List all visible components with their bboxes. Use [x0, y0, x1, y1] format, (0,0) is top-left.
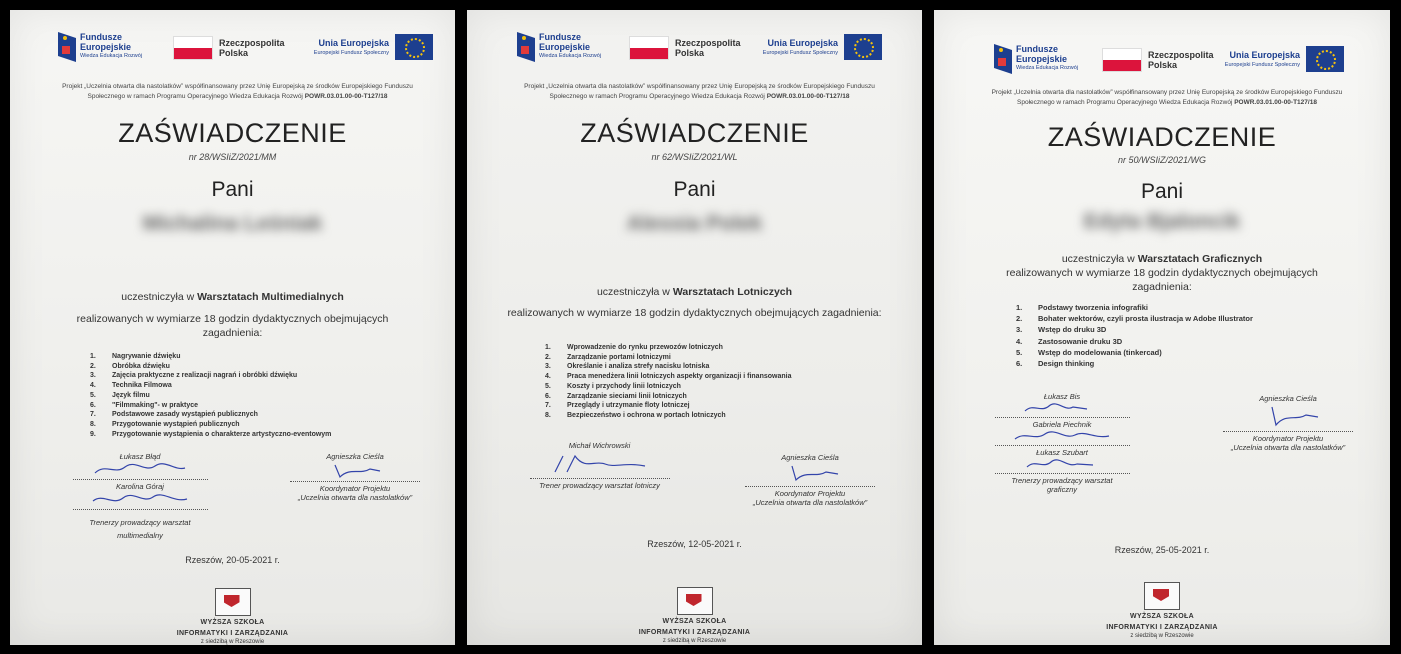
fe-line1: Fundusze	[1016, 44, 1058, 54]
school-line1: WYŻSZA SZKOŁA	[662, 618, 727, 625]
school-line3: z siedzibą w Rzeszowie	[662, 638, 727, 644]
participation-line	[954, 253, 1370, 265]
project-line1: Projekt „Uczelnia otwarta dla nastolatków” współfinansowany przez Unię Europejską ze środków Europejskiego Funduszu	[991, 89, 1343, 96]
fundusze-europejskie-logo	[994, 44, 1078, 74]
ue-sub: Europejski Fundusz Społeczny	[313, 49, 389, 56]
ue-line1: Unia Europejska	[1229, 49, 1300, 60]
signature-scribble	[1248, 403, 1328, 429]
salutation: Pani	[673, 178, 716, 201]
list-item: 2. Bohater wektorów, czyli prosta ilustracja w Adobe Illustrator	[1016, 314, 1253, 324]
list-item: 7. Podstawowe zasady wystąpień publicznych	[90, 411, 258, 419]
polish-flag-icon	[629, 36, 669, 60]
signer-name: Karolina Góraj	[116, 482, 164, 491]
school-crest-icon	[215, 588, 251, 616]
recipient-name: Edyta Bjaloncik	[1083, 210, 1241, 233]
signature-scribble	[770, 462, 850, 484]
fe-line1: Fundusze	[80, 32, 122, 42]
ue-sub: Europejski Fundusz Społeczny	[1224, 61, 1300, 68]
fe-line1: Fundusze	[539, 32, 581, 42]
pl-line1: Rzeczpospolita	[1148, 50, 1214, 60]
fe-star-icon	[517, 32, 535, 62]
signer-role: Trener prowadzący warsztat lotniczy	[539, 481, 660, 490]
trainers-signature-block	[992, 392, 1132, 494]
signer-role: „Uczelnia otwarta dla nastolatków”	[752, 498, 868, 507]
trainer-signature-block	[517, 441, 682, 490]
project-line1: Projekt „Uczelnia otwarta dla nastolatków” współfinansowany przez Unię Europejską ze środków Europejskiego Funduszu	[62, 83, 413, 90]
participated-text: uczestniczyła w	[1061, 253, 1135, 265]
participated-text: uczestniczyła w	[121, 291, 195, 303]
pl-line2: Polska	[219, 48, 249, 58]
polish-flag-icon	[1102, 48, 1142, 72]
signer-name: Gabriela Piechnik	[1032, 420, 1092, 429]
ue-line1: Unia Europejska	[767, 37, 838, 48]
workshop-name: Warsztatach Lotniczych	[672, 286, 793, 298]
fe-sub: Wiedza Edukacja Rozwój	[80, 53, 143, 59]
participation-line	[487, 286, 902, 298]
list-item: 3. Określanie i analiza strefy nacisku lotniska	[545, 363, 710, 371]
school-logo	[10, 588, 455, 645]
certificate-title: ZAŚWIADCZENIE	[1047, 122, 1277, 152]
certificate-title: ZAŚWIADCZENIE	[580, 118, 809, 148]
certificate-number: nr 50/WSIiZ/2021/WG	[1117, 155, 1207, 165]
signer-name: Michał Wichrowski	[568, 441, 631, 450]
certificate-number: nr 62/WSIiZ/2021/WL	[651, 152, 738, 162]
rzeczpospolita-logo	[629, 36, 741, 60]
fe-line2: Europejskie	[1016, 54, 1068, 64]
project-line2: Społecznego w ramach Programu Operacyjnego Wiedza Edukacja Rozwój	[87, 93, 303, 100]
fe-sub: Wiedza Edukacja Rozwój	[539, 53, 602, 59]
issue-date: Rzeszów, 12-05-2021 r.	[647, 539, 742, 549]
school-line2: INFORMATYKI I ZARZĄDZANIA	[176, 630, 289, 637]
school-crest-icon	[1144, 582, 1180, 610]
list-item: 4. Zastosowanie druku 3D	[1016, 336, 1123, 346]
project-line1: Projekt „Uczelnia otwarta dla nastolatków” współfinansowany przez Unię Europejską ze środków Europejskiego Funduszu	[524, 83, 875, 90]
signer-role: Trenerzy prowadzący warsztat	[1011, 476, 1113, 485]
workshop-name: Warsztatach Multimedialnych	[197, 291, 344, 303]
rzeczpospolita-logo	[173, 36, 285, 60]
signer-name: Agnieszka Cieśla	[1259, 394, 1317, 403]
signature-scribble	[85, 461, 195, 477]
recipient-name: Michalina Leśniak	[142, 212, 323, 235]
unia-europejska-logo	[1225, 46, 1344, 72]
school-line1: WYŻSZA SZKOŁA	[1130, 613, 1194, 620]
participated-text: uczestniczyła w	[596, 286, 670, 298]
project-code: POWR.03.01.00-00-T127/18	[766, 93, 850, 100]
logo-bar	[10, 28, 455, 68]
logo-bar	[467, 28, 922, 68]
fe-line2: Europejskie	[80, 42, 132, 52]
salutation: Pani	[211, 178, 254, 201]
ue-line1: Unia Europejska	[318, 37, 389, 48]
coordinator-signature-block	[735, 453, 885, 507]
eu-flag-icon	[844, 34, 882, 60]
signer-name: Agnieszka Cieśla	[326, 452, 384, 461]
certificate-multimedia	[10, 10, 455, 645]
list-item: 1. Wprowadzenie do rynku przewozów lotniczych	[545, 344, 723, 351]
certificate-graphics	[934, 10, 1390, 645]
list-item: 4. Praca menedżera linii lotniczych aspekty organizacji i finansowania	[545, 373, 792, 381]
workshop-name: Warsztatach Graficznych	[1137, 253, 1263, 265]
pl-line1: Rzeczpospolita	[675, 38, 741, 48]
coordinator-signature-block	[1210, 394, 1366, 452]
signature-scribble	[1017, 401, 1107, 415]
trainers-signature-block	[65, 452, 215, 540]
fe-sub: Wiedza Edukacja Rozwój	[1016, 65, 1079, 71]
fe-star-icon	[994, 44, 1012, 74]
signer-role: „Uczelnia otwarta dla nastolatków”	[1230, 443, 1346, 452]
school-crest-icon	[677, 587, 713, 615]
unia-europejska-logo	[314, 34, 433, 60]
signer-role: Koordynator Projektu	[319, 484, 391, 493]
pl-line1: Rzeczpospolita	[219, 38, 285, 48]
signature-scribble	[315, 461, 395, 479]
school-line2: INFORMATYKI I ZARZĄDZANIA	[638, 629, 751, 636]
project-code: POWR.03.01.00-00-T127/18	[304, 93, 388, 100]
pl-line2: Polska	[1148, 60, 1178, 70]
realization-text: realizowanych w wymiarze 18 godzin dydaktycznych obejmujących zagadnienia:	[507, 307, 882, 319]
realization-text: realizowanych w wymiarze 18 godzin dydaktycznych obejmujących zagadnienia:	[76, 313, 389, 339]
list-item: 8. Bezpieczeństwo i ochrona w portach lotniczych	[545, 411, 726, 419]
eu-flag-icon	[1306, 46, 1344, 72]
project-info	[964, 88, 1370, 108]
signer-role: Trenerzy prowadzący warsztat	[89, 518, 191, 527]
eu-flag-icon	[395, 34, 433, 60]
unia-europejska-logo	[763, 34, 882, 60]
signer-role: multimedialny	[117, 531, 163, 540]
signer-name: Agnieszka Cieśla	[781, 453, 839, 462]
list-item: 5. Wstęp do modelowania (tinkercad)	[1016, 347, 1162, 357]
logo-bar	[934, 40, 1390, 80]
list-item: 1. Nagrywanie dźwięku	[90, 353, 181, 360]
fundusze-europejskie-logo	[517, 32, 601, 62]
realization-text: realizowanych w wymiarze 18 godzin dydaktycznych obejmujących zagadnienia:	[1006, 267, 1318, 293]
signer-name: Łukasz Bis	[1043, 392, 1081, 401]
list-item: 9. Przygotowanie wystąpienia o charakterze artystyczno-eventowym	[90, 430, 332, 438]
project-info	[40, 82, 435, 102]
project-code: POWR.03.01.00-00-T127/18	[1234, 99, 1317, 106]
school-line3: z siedzibą w Rzeszowie	[200, 639, 265, 645]
recipient-name: Alessia Polek	[626, 212, 763, 235]
certificate-aviation	[467, 10, 922, 645]
signer-role: „Uczelnia otwarta dla nastolatków”	[297, 493, 413, 502]
list-item: 4. Technika Filmowa	[90, 382, 172, 390]
pl-line2: Polska	[675, 48, 705, 58]
signer-name: Łukasz Błąd	[119, 452, 161, 461]
school-logo	[934, 582, 1390, 640]
topics-list	[545, 343, 791, 421]
project-info	[497, 82, 902, 102]
project-line2: Społecznego w ramach Programu Operacyjnego Wiedza Edukacja Rozwój	[549, 93, 765, 100]
list-item: 6. Zarządzanie sieciami linii lotniczych	[545, 392, 687, 400]
signature-scribble	[1017, 457, 1107, 471]
list-item: 3. Wstęp do druku 3D	[1016, 325, 1107, 335]
list-item: 6. Design thinking	[1016, 359, 1095, 369]
school-line2: INFORMATYKI I ZARZĄDZANIA	[1106, 624, 1218, 631]
participation-line	[30, 291, 435, 303]
issue-date: Rzeszów, 25-05-2021 r.	[1114, 545, 1210, 555]
polish-flag-icon	[173, 36, 213, 60]
list-item: 1. Podstawy tworzenia infografiki	[1016, 303, 1149, 312]
fe-line2: Europejskie	[539, 42, 591, 52]
salutation: Pani	[1140, 180, 1184, 203]
list-item: 2. Obróbka dźwięku	[90, 362, 170, 370]
fundusze-europejskie-logo	[58, 32, 142, 62]
signer-role: Koordynator Projektu	[1252, 434, 1324, 443]
school-line1: WYŻSZA SZKOŁA	[200, 619, 265, 626]
signer-role: graficzny	[1046, 485, 1077, 494]
rzeczpospolita-logo	[1102, 48, 1214, 72]
signer-role: Koordynator Projektu	[774, 489, 846, 498]
list-item: 5. Koszty i przychody linii lotniczych	[545, 382, 681, 390]
project-line2: Społecznego w ramach Programu Operacyjnego Wiedza Edukacja Rozwój	[1017, 99, 1233, 106]
certificate-title: ZAŚWIADCZENIE	[118, 118, 347, 148]
school-logo	[467, 587, 922, 645]
signature-scribble	[85, 491, 195, 507]
list-item: 6. "Filmmaking"- w praktyce	[90, 401, 198, 409]
coordinator-signature-block	[270, 452, 440, 502]
topics-list	[1016, 302, 1253, 369]
school-line3: z siedzibą w Rzeszowie	[1130, 633, 1194, 639]
signer-name: Łukasz Szubart	[1036, 448, 1088, 457]
issue-date: Rzeszów, 20-05-2021 r.	[185, 555, 280, 565]
certificate-number: nr 28/WSIiZ/2021/MM	[188, 152, 277, 162]
list-item: 7. Przeglądy i utrzymanie floty lotniczej	[545, 402, 690, 410]
list-item: 5. Język filmu	[90, 391, 150, 399]
list-item: 3. Zajęcia praktyczne z realizacji nagrań i obróbki dźwięku	[90, 372, 298, 380]
list-item: 8. Przygotowanie wystąpień publicznych	[90, 420, 240, 428]
signature-scribble	[545, 450, 655, 476]
ue-sub: Europejski Fundusz Społeczny	[762, 49, 838, 56]
fe-star-icon	[58, 32, 76, 62]
signature-scribble	[1007, 429, 1117, 443]
list-item: 2. Zarządzanie portami lotniczymi	[545, 353, 671, 361]
topics-list	[90, 352, 331, 439]
